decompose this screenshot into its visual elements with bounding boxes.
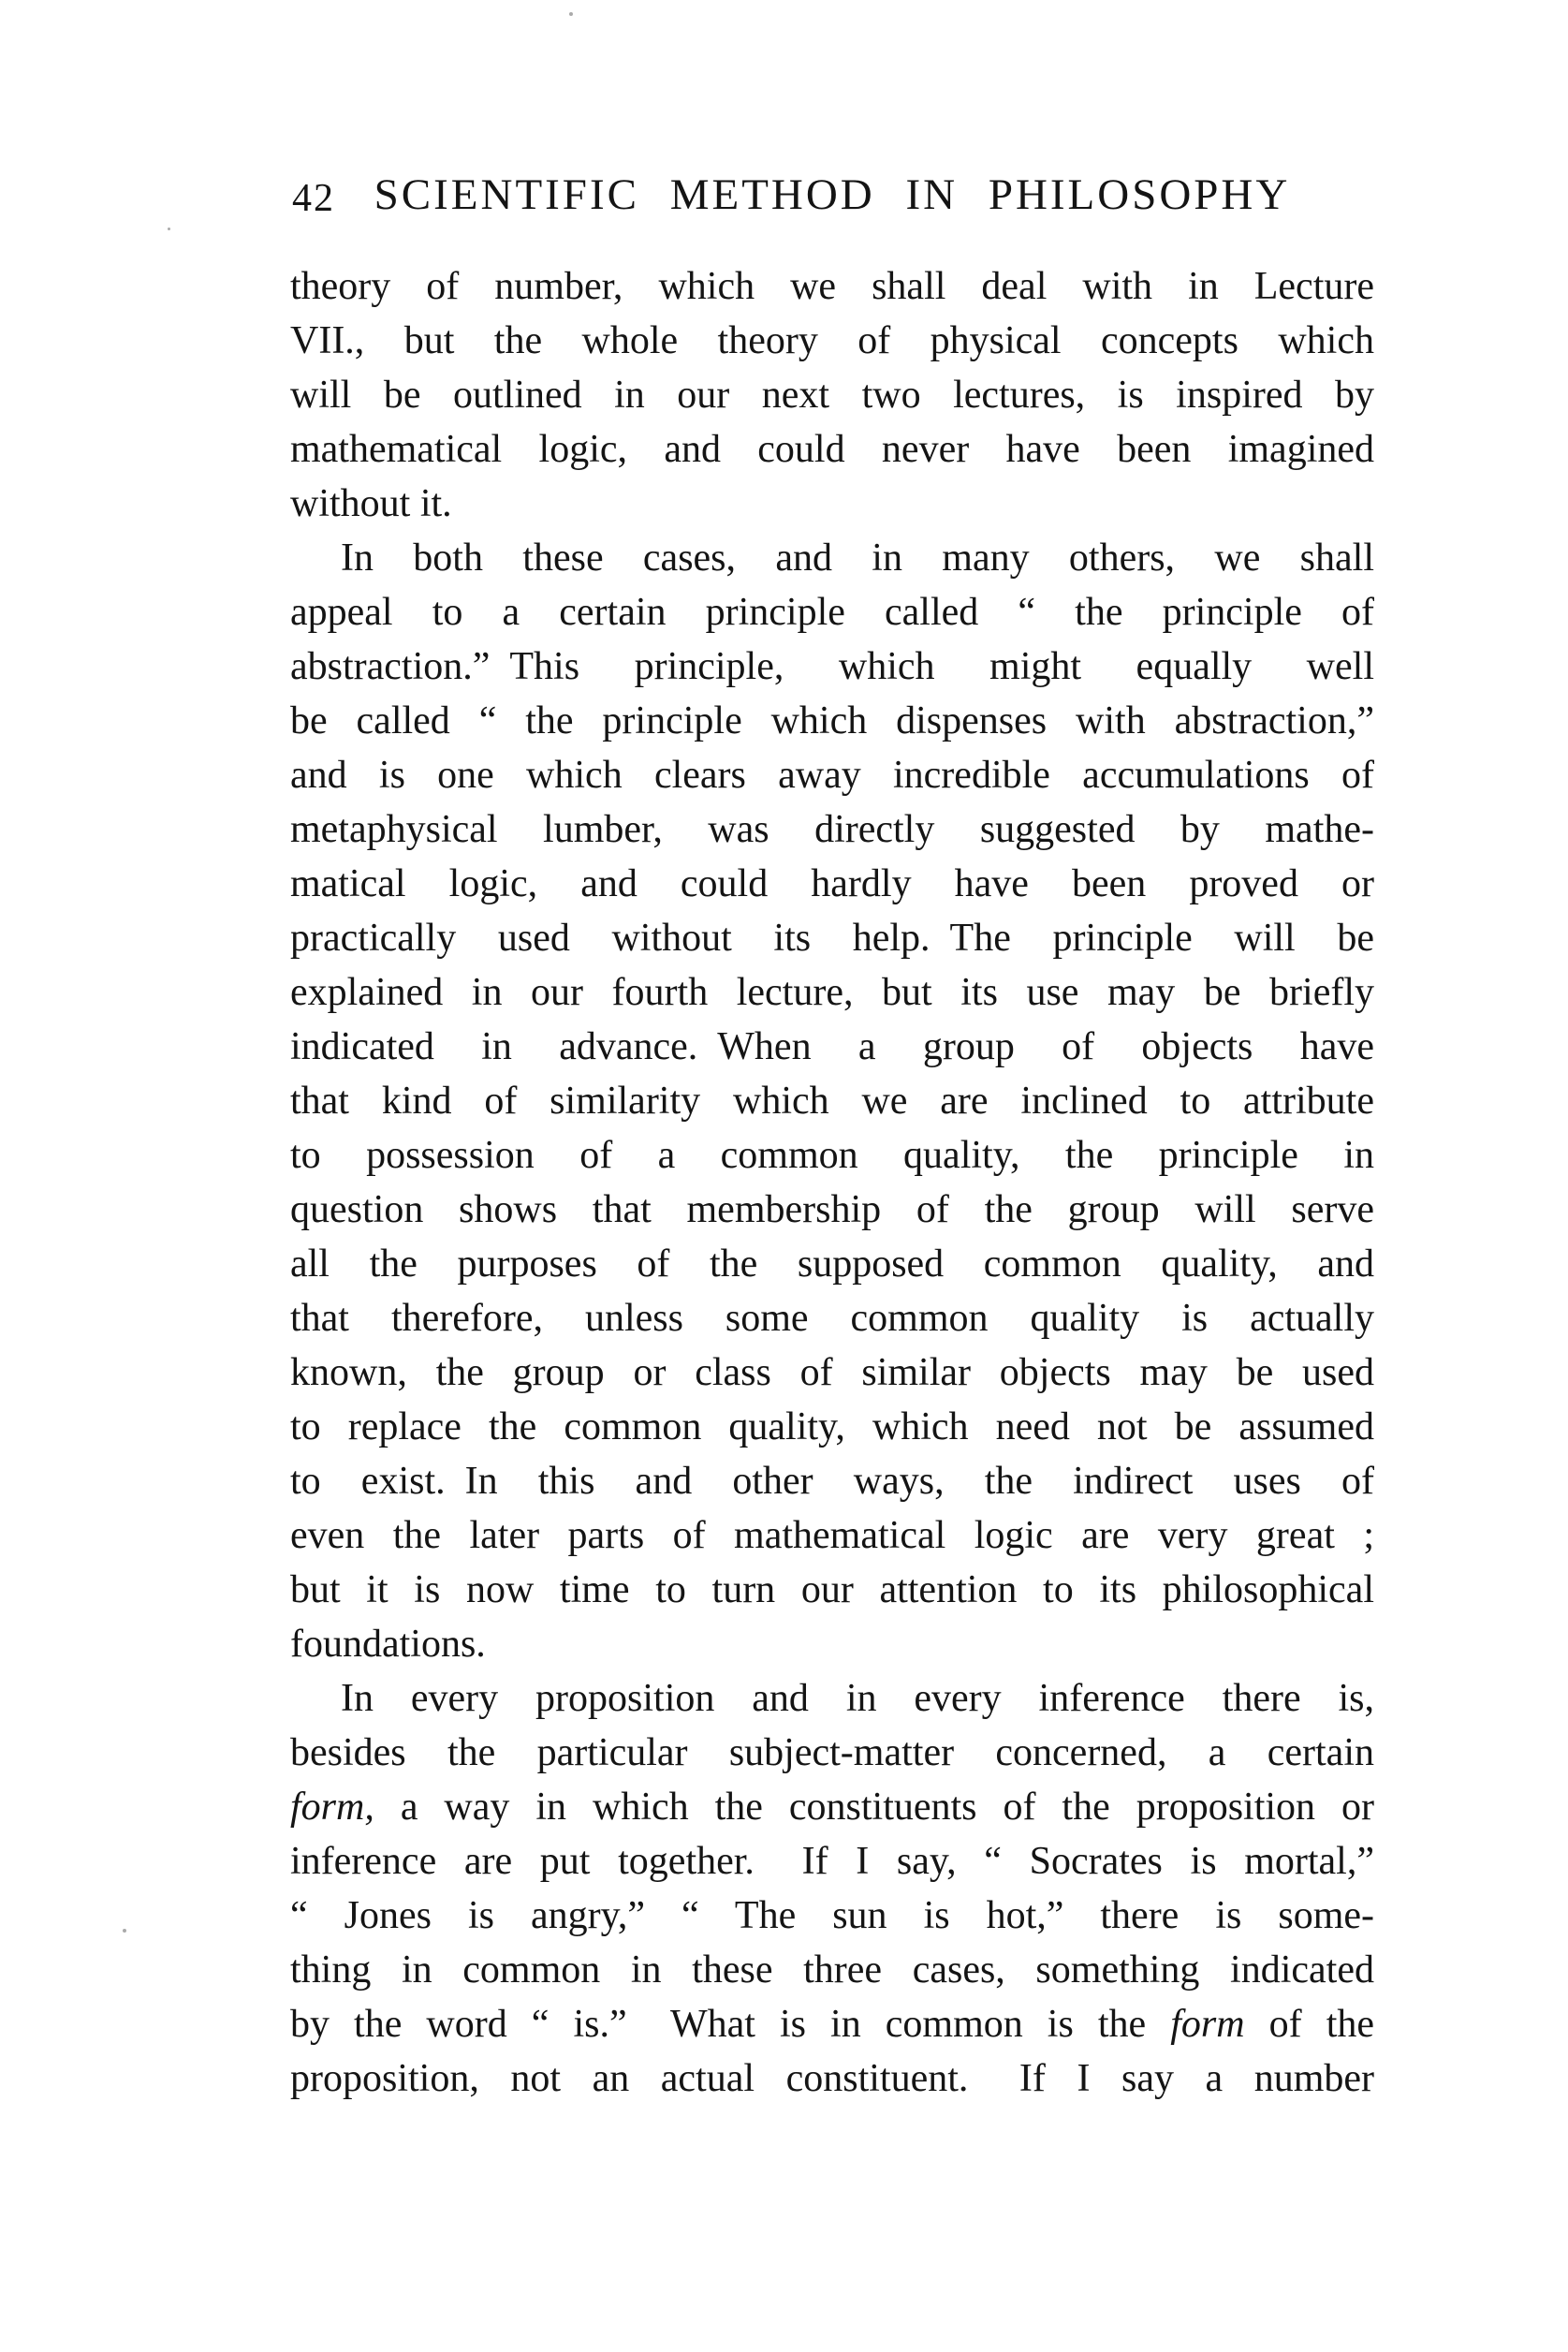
- text-line: indicated in advance. When a group of objects have: [290, 1025, 1374, 1068]
- paragraph: [290, 1671, 1374, 2106]
- text-line: mathematical logic, and could never have been imagined: [290, 428, 1374, 471]
- text-line: appeal to a certain principle called “ the principle of: [290, 591, 1374, 634]
- page-header: [290, 171, 1374, 228]
- scan-speck: [569, 12, 573, 16]
- text-line: foundations.: [290, 1623, 486, 1666]
- text-line: In every proposition and in every inference there is,: [341, 1677, 1374, 1720]
- running-title: SCIENTIFIC METHOD IN PHILOSOPHY: [374, 170, 1291, 219]
- page-number: 42: [292, 177, 335, 220]
- text-line: VII., but the whole theory of physical concepts which: [290, 319, 1374, 362]
- text-block: [290, 259, 1374, 2106]
- text-line: be called “ the principle which dispenses with abstraction,”: [290, 699, 1374, 742]
- text-line: known, the group or class of similar objects may be used: [290, 1351, 1374, 1394]
- text-line: to exist. In this and other ways, the indirect uses of: [290, 1460, 1374, 1503]
- text-line: theory of number, which we shall deal with in Lecture: [290, 265, 1374, 308]
- paragraph: [290, 259, 1374, 531]
- text-line: explained in our fourth lecture, but its use may be briefly: [290, 971, 1374, 1014]
- text-line: inference are put together. If I say, “ Socrates is mortal,”: [290, 1840, 1374, 1883]
- text-line: by the word “ is.” What is in common is the form of the: [290, 2003, 1374, 2046]
- text-line: even the later parts of mathematical logic are very great ;: [290, 1514, 1374, 1557]
- text-line: “ Jones is angry,” “ The sun is hot,” there is some-: [290, 1894, 1374, 1937]
- text-line: will be outlined in our next two lectures, is inspired by: [290, 374, 1374, 417]
- text-line: to possession of a common quality, the principle in: [290, 1134, 1374, 1177]
- text-line: abstraction.” This principle, which might equally well: [290, 645, 1374, 688]
- text-line: without it.: [290, 482, 452, 525]
- text-line: and is one which clears away incredible accumulations of: [290, 754, 1374, 797]
- scan-speck: [168, 228, 170, 230]
- text-line: practically used without its help. The principle will be: [290, 917, 1374, 960]
- text-line: metaphysical lumber, was directly suggested by mathe-: [290, 808, 1374, 851]
- text-line: that therefore, unless some common quality is actually: [290, 1297, 1374, 1340]
- text-line: thing in common in these three cases, something indicated: [290, 1948, 1374, 1992]
- text-line: to replace the common quality, which need not be assumed: [290, 1405, 1374, 1448]
- text-line: but it is now time to turn our attention to its philosophical: [290, 1568, 1374, 1611]
- text-line: form, a way in which the constituents of the proposition or: [290, 1786, 1374, 1829]
- text-line: In both these cases, and in many others, we shall: [341, 537, 1374, 580]
- text-line: matical logic, and could hardly have been proved or: [290, 862, 1374, 905]
- paragraph: [290, 531, 1374, 1671]
- text-line: proposition, not an actual constituent. If I say a number: [290, 2057, 1374, 2100]
- text-line: that kind of similarity which we are inclined to attribute: [290, 1080, 1374, 1123]
- scan-speck: [123, 1929, 126, 1933]
- text-line: besides the particular subject-matter concerned, a certain: [290, 1731, 1374, 1774]
- text-line: question shows that membership of the group will serve: [290, 1188, 1374, 1231]
- text-line: all the purposes of the supposed common quality, and: [290, 1242, 1374, 1286]
